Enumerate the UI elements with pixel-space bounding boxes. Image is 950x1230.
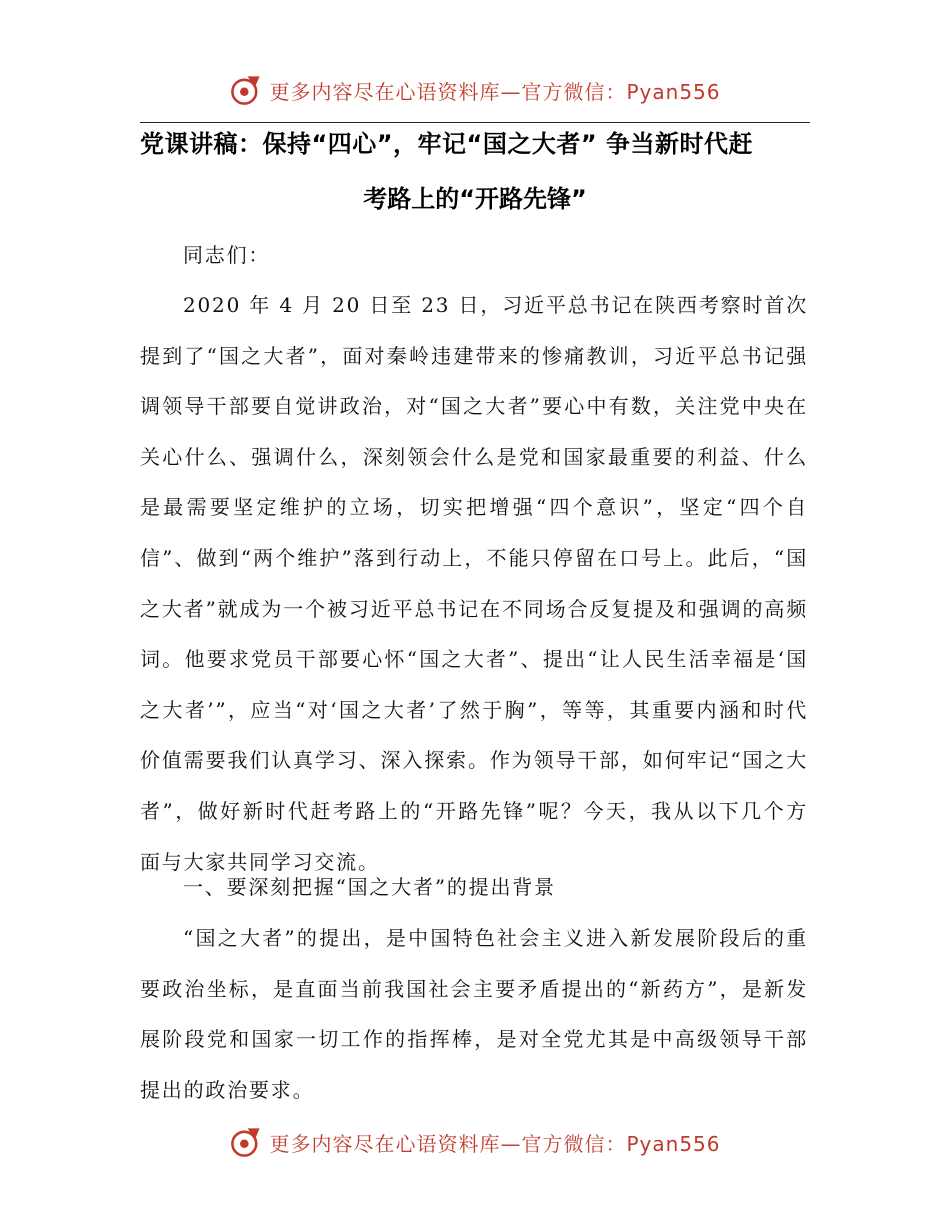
banner-official-label: 官方微信： xyxy=(521,79,627,104)
paragraph-2: “国之大者”的提出，是中国特色社会主义进入新发展阶段后的重要政治坐标，是直面当前我国社会主要矛盾提出的“新药方”，是新发展阶段党和国家一切工作的指挥棒，是对全党尤其是中高级领导干部提出的政治要求。 xyxy=(140,926,808,1102)
banner-official-label: 官方微信： xyxy=(521,1131,627,1156)
banner-text xyxy=(269,76,720,105)
banner-promo: 更多内容尽在心语资料库 xyxy=(269,79,501,104)
paragraph-1: 2020 年 4 月 20 日至 23 日，习近平总书记在陕西考察时首次提到了“国之大者”，面对秦岭违建带来的惨痛教训，习近平总书记强调领导干部要自觉讲政治，对“国之大者”要心中有数，关注党中央在关心什么、强调什么，深刻领会什么是党和国家最重要的利益、什么是最需要坚定维护的立场，切实把增强“四个意识”，坚定“四个自信”、做到“两个维护”落到行动上，不能只停留在口号上。此后，“国之大者”就成为一个被习近平总书记在不同场合反复提及和强调的高频词。他要求党员干部要心怀“国之大者”、提出“让人民生活幸福是‘国之大者’”，应当“对‘国之大者’了然于胸”，等等，其重要内涵和时代价值需要我们认真学习、深入探索。作为领导干部，如何牢记“国之大者”，做好新时代赶考路上的“开路先锋”呢？今天，我从以下几个方面与大家共同学习交流。 xyxy=(140,293,808,874)
banner-promo: 更多内容尽在心语资料库 xyxy=(269,1131,501,1156)
banner-separator: — xyxy=(500,79,522,104)
document-title-line-1: 党课讲稿：保持“四心”，牢记“国之大者” 争当新时代赶 xyxy=(140,130,753,158)
banner-wechat-id: Pyan556 xyxy=(626,79,721,104)
brand-logo-icon xyxy=(229,1125,263,1159)
title-rule xyxy=(140,122,810,123)
banner-wechat-id: Pyan556 xyxy=(626,1131,721,1156)
banner-separator: — xyxy=(500,1131,522,1156)
section-heading-1: 一、要深刻把握“国之大者”的提出背景 xyxy=(183,875,556,899)
banner-text xyxy=(269,1128,720,1157)
salutation: 同志们： xyxy=(183,243,271,267)
header-banner xyxy=(0,70,950,110)
brand-logo-icon xyxy=(229,73,263,107)
footer-banner xyxy=(0,1122,950,1162)
document-title-line-2: 考路上的“开路先锋” xyxy=(363,185,587,213)
